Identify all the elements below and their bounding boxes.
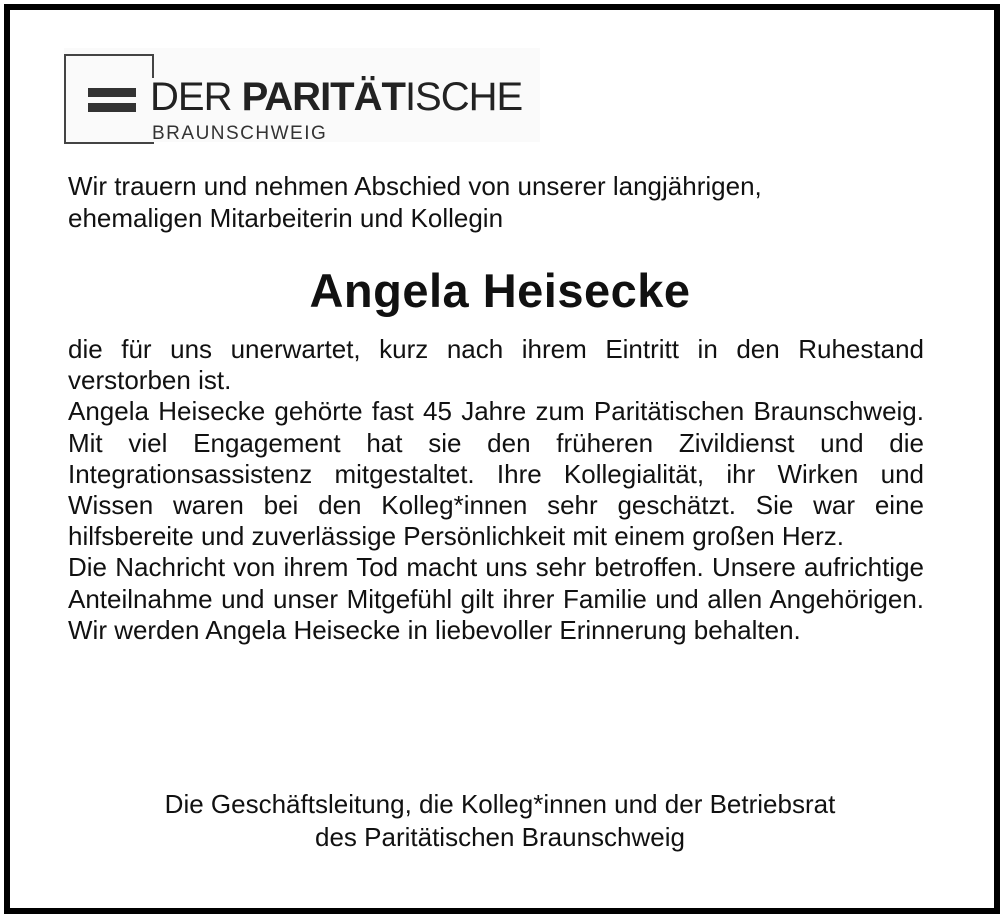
logo-word-paritaet: PARITÄT bbox=[241, 75, 405, 119]
closing-line-1: Die Geschäftsleitung, die Kolleg*innen und der Betriebsrat bbox=[164, 789, 836, 819]
logo-bracket-mark bbox=[64, 54, 154, 144]
organization-logo bbox=[64, 48, 540, 142]
logo-bar-bottom bbox=[88, 103, 136, 112]
intro-line-1: Wir trauern und nehmen Abschied von unserer langjährigen, bbox=[68, 171, 762, 201]
deceased-name: Angela Heisecke bbox=[309, 264, 691, 317]
logo-word-der: DER bbox=[150, 75, 242, 119]
closing-signature bbox=[0, 788, 1000, 854]
logo-bar-top bbox=[88, 88, 136, 97]
logo-word-ische: ISCHE bbox=[404, 75, 523, 119]
body-paragraph-3: Die Nachricht von ihrem Tod macht uns sehr betroffen. Unsere aufrichtige Anteilnahme und unser Mitgefühl gilt ihrer Familie und allen Angehörigen. Wir werden Angela Heisecke in liebevoller Erinnerung behalten. bbox=[68, 552, 924, 645]
logo-subtitle: BRAUNSCHWEIG bbox=[152, 123, 328, 144]
intro-text bbox=[68, 170, 938, 234]
logo-wordmark bbox=[150, 77, 522, 117]
obituary-body bbox=[68, 334, 924, 646]
intro-line-2: ehemaligen Mitarbeiterin und Kollegin bbox=[68, 203, 504, 233]
closing-line-2: des Paritätischen Braunschweig bbox=[315, 822, 685, 852]
body-paragraph-2: Angela Heisecke gehörte fast 45 Jahre zum Paritätischen Braunschweig. Mit viel Engagement hat sie den früheren Zivildienst und die Integrationsassistenz mitgestaltet. Ihre Kollegialität, ihr Wirken und Wissen waren bei den Kolleg*innen sehr geschätzt. Sie war eine hilfsbereite und zuverlässige Persönlichkeit mit einem großen Herz. bbox=[68, 396, 924, 552]
body-paragraph-1: die für uns unerwartet, kurz nach ihrem Eintritt in den Ruhestand verstorben ist. bbox=[68, 334, 924, 396]
